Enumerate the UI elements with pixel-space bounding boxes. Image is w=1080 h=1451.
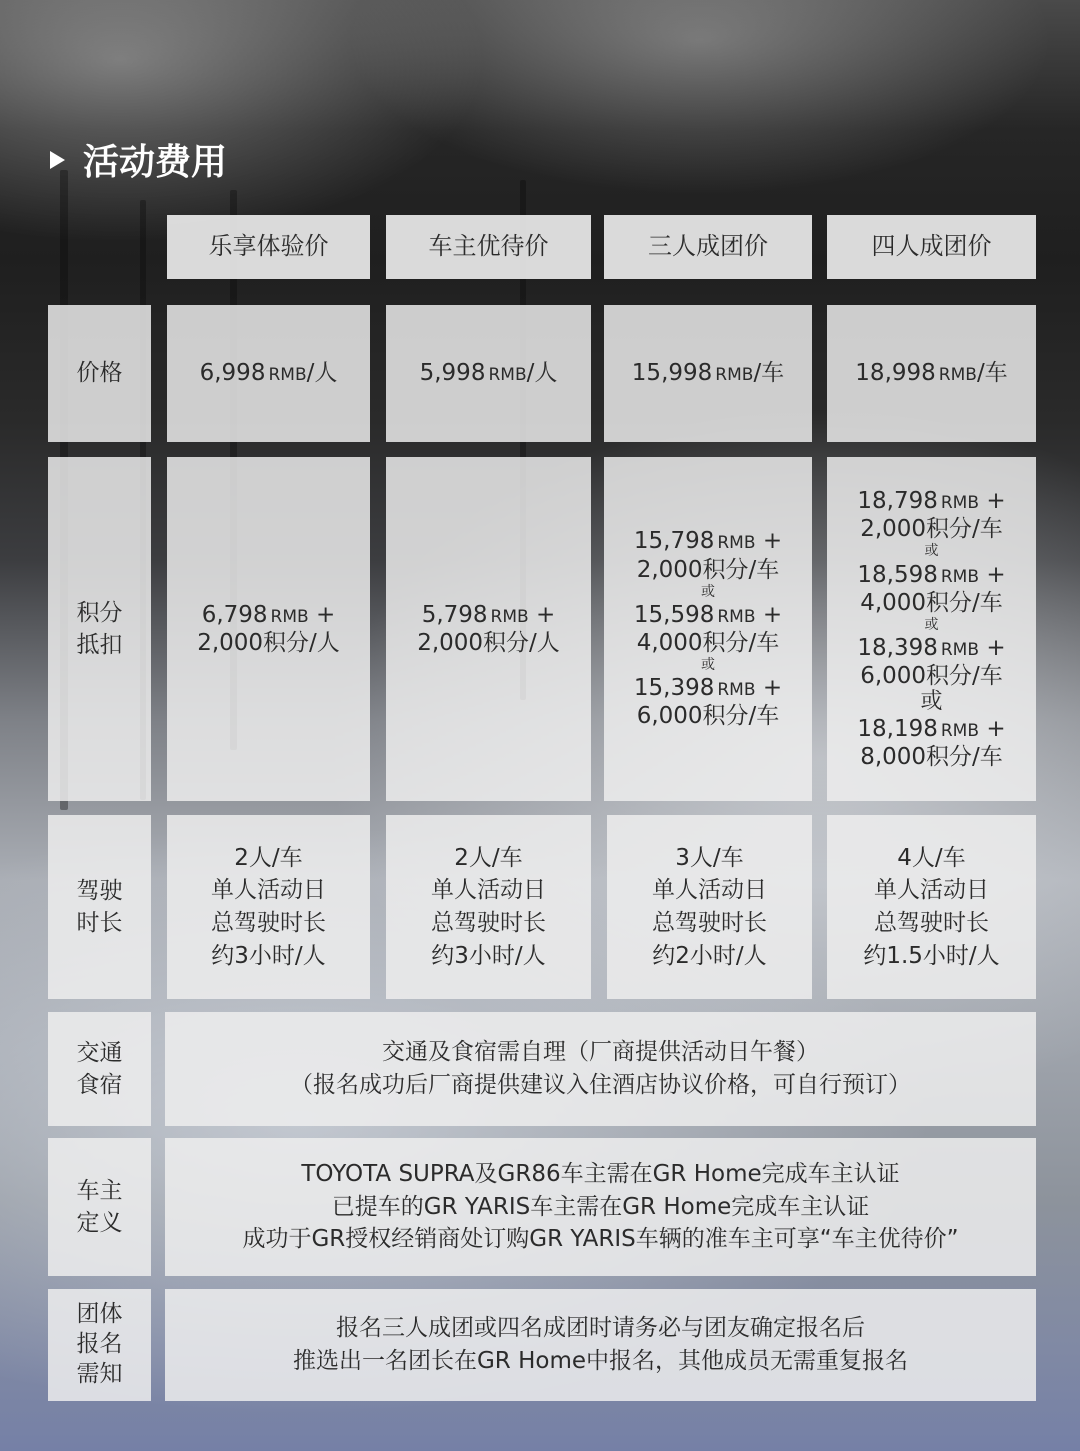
column-header-three-group: 三人成团价 [604,215,812,279]
price-cell: 6,998 RMB/人 [167,305,370,442]
points-cell: 5,798 RMB + 2,000积分/人 [386,457,591,801]
driving-cell: 3人/车 单人活动日 总驾驶时长 约2小时/人 [607,815,812,999]
driving-cell: 2人/车 单人活动日 总驾驶时长 约3小时/人 [386,815,591,999]
column-header-enjoy: 乐享体验价 [167,215,370,279]
section-title [50,134,227,185]
row-label-points: 积分 抵扣 [48,457,151,801]
owner-definition-cell: TOYOTA SUPRA及GR86车主需在GR Home完成车主认证 已提车的GR YARIS车主需在GR Home完成车主认证 成功于GR授权经销商处订购GR YARIS车辆的准车主可享“车主优待价” [165,1138,1036,1276]
or-separator: 或 [701,583,715,600]
points-cell: 15,798 RMB + 2,000积分/车 或 15,598 RMB + 4,000积分/车 或 15,398 RMB + 6,000积分/车 [604,457,812,801]
or-separator: 或 [924,616,939,633]
row-label-owner: 车主 定义 [48,1138,151,1276]
column-header-owner: 车主优待价 [386,215,591,279]
driving-cell: 2人/车 单人活动日 总驾驶时长 约3小时/人 [167,815,370,999]
section-title-text: 活动费用 [83,142,228,183]
or-separator: 或 [701,657,715,674]
column-header-four-group: 四人成团价 [827,215,1036,279]
price-cell: 18,998 RMB/车 [827,305,1036,442]
row-label-driving: 驾驶 时长 [48,815,151,999]
group-registration-cell: 报名三人成团或四名成团时请务必与团友确定报名后 推选出一名团长在GR Home中报名，其他成员无需重复报名 [165,1289,1036,1401]
row-label-transport: 交通 食宿 [48,1012,151,1126]
driving-cell: 4人/车 单人活动日 总驾驶时长 约1.5小时/人 [827,815,1036,999]
play-triangle-icon [50,151,65,169]
row-label-price: 价格 [48,305,151,442]
price-cell: 15,998 RMB/车 [604,305,812,442]
or-separator: 或 [924,543,939,560]
points-cell: 18,798 RMB + 2,000积分/车 或 18,598 RMB + 4,000积分/车 或 18,398 RMB + 6,000积分/车 或 18,198 RMB + 8,000积分/车 [827,457,1036,801]
or-separator: 或 [920,689,943,715]
transport-info-cell: 交通及食宿需自理（厂商提供活动日午餐） （报名成功后厂商提供建议入住酒店协议价格，可自行预订） [165,1012,1036,1126]
row-label-group: 团体 报名 需知 [48,1289,151,1401]
price-cell: 5,998 RMB/人 [386,305,591,442]
points-cell: 6,798 RMB + 2,000积分/人 [167,457,370,801]
